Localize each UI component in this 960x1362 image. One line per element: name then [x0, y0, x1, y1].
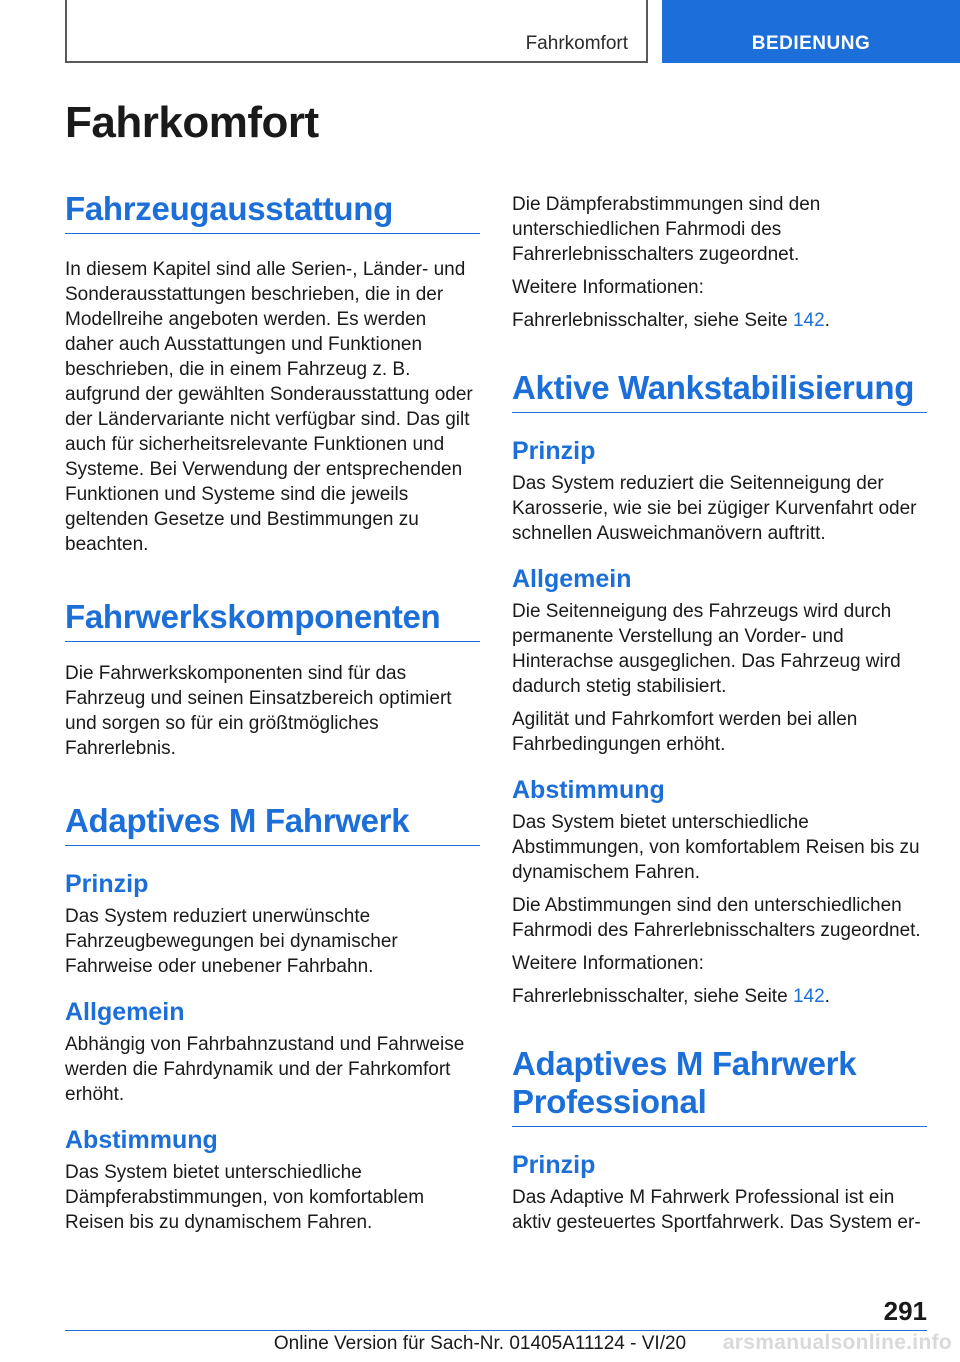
paragraph-abstimmung: Das System bietet unterschiedliche Dämpferabstimmungen, von komfortablem Reisen bis zu dynamischem Fahren.	[65, 1162, 425, 1233]
footer-online-version: Online Version für Sach-Nr. 01405A11124 - VI/20	[273, 1333, 687, 1354]
header-section-title: Fahrkomfort	[525, 33, 628, 54]
paragraph-prinzip: Das System reduziert unerwünschte Fahrzeugbewegungen bei dynamischer Fahrweise oder unebener Fahrbahn.	[65, 906, 398, 977]
paragraph-abstimmung-wank-2: Die Abstimmungen sind den unterschiedlichen Fahrmodi des Fahrerlebnisschalters zugeordnet.	[512, 895, 921, 941]
page-title: Fahrkomfort	[65, 98, 319, 147]
header-chapter-tab[interactable]	[662, 0, 960, 63]
subheading-prinzip: Prinzip	[65, 870, 149, 898]
watermark: arsmanualsonline.info	[722, 1331, 952, 1354]
heading-fahrwerkskomponenten: Fahrwerkskomponenten	[65, 598, 480, 642]
subheading-abstimmung-wank: Abstimmung	[512, 776, 665, 804]
subheading-allgemein: Allgemein	[65, 998, 185, 1026]
subheading-prinzip-professional: Prinzip	[512, 1151, 596, 1179]
paragraph-daempferabstimmungen: Die Dämpferabstimmungen sind den unterschiedlichen Fahrmodi des Fahrerlebnisschalters zugeordnet.	[512, 194, 821, 265]
right-column	[512, 192, 927, 1235]
header-chapter-label: BEDIENUNG	[751, 33, 871, 54]
paragraph-prinzip-professional: Das Adaptive M Fahrwerk Professional ist ein aktiv gesteuertes Sportfahrwerk. Das System er-	[512, 1187, 921, 1233]
subheading-prinzip-wank: Prinzip	[512, 437, 596, 465]
paragraph-allgemein-wank-2: Agilität und Fahrkomfort werden bei allen Fahrbedingungen erhöht.	[512, 709, 858, 755]
paragraph-weitere-informationen-1: Weitere Informationen:	[512, 277, 704, 298]
paragraph-allgemein-wank-1: Die Seitenneigung des Fahrzeugs wird durch permanente Verstellung an Vorder- und Hinterachse ausgeglichen. Das Fahrzeug wird dadurch stetig stabilisiert.	[512, 601, 901, 697]
paragraph-fahrzeugausstattung: In diesem Kapitel sind alle Serien-, Länder- und Sonderausstattungen beschrieben, die in der Modellreihe angeboten werden. Es werden daher auch Ausstattungen und Funktionen beschrieben, die in einem Fahrzeug z. B. aufgrund der gewählten Sonderausstattung oder der Ländervariante nicht verfügbar sind. Das gilt auch für sicherheitsrelevante Funktionen und Systeme. Bei Verwendung der entsprechenden Funktionen und Systeme sind die jeweils geltenden Gesetze und Bestimmungen zu beachten.	[65, 259, 473, 555]
paragraph-allgemein: Abhängig von Fahrbahnzustand und Fahrweise werden die Fahrdynamik und der Fahrkomfort erhöht.	[65, 1034, 465, 1105]
left-column	[65, 190, 480, 1235]
verweis-text-2: Fahrerlebnisschalter, siehe Seite	[512, 986, 793, 1007]
heading-aktive-wankstabilisierung: Aktive Wankstabilisierung	[512, 369, 927, 413]
subheading-allgemein-wank: Allgemein	[512, 565, 632, 593]
subheading-abstimmung: Abstimmung	[65, 1126, 218, 1154]
heading-fahrzeugausstattung: Fahrzeugausstattung	[65, 190, 480, 234]
page-number: 291	[883, 1296, 927, 1326]
paragraph-abstimmung-wank-1: Das System bietet unterschiedliche Abstimmungen, von komfortablem Reisen bis zu dynamischem Fahren.	[512, 812, 920, 883]
heading-adaptives-m-fahrwerk: Adaptives M Fahrwerk	[65, 802, 480, 846]
paragraph-weitere-informationen-2: Weitere Informationen:	[512, 953, 704, 974]
paragraph-verweis-1: Fahrerlebnisschalter, siehe Seite 142.	[512, 310, 830, 331]
header-section-box	[65, 0, 648, 63]
paragraph-prinzip-wank: Das System reduziert die Seitenneigung der Karosserie, wie sie bei zügiger Kurvenfahrt oder schnellen Ausweichmanövern auftritt.	[512, 473, 917, 544]
paragraph-fahrwerkskomponenten: Die Fahrwerkskomponenten sind für das Fahrzeug und seinen Einsatzbereich optimiert und sorgen so für ein größtmögliches Fahrerlebnis.	[65, 663, 452, 759]
verweis-text-1: Fahrerlebnisschalter, siehe Seite	[512, 310, 793, 331]
heading-adaptives-m-fahrwerk-professional: Adaptives M Fahrwerk Professional	[512, 1045, 927, 1127]
paragraph-verweis-2: Fahrerlebnisschalter, siehe Seite 142.	[512, 986, 830, 1007]
page-link-142-2[interactable]: 142	[792, 986, 825, 1007]
page-link-142-1[interactable]: 142	[792, 310, 825, 331]
